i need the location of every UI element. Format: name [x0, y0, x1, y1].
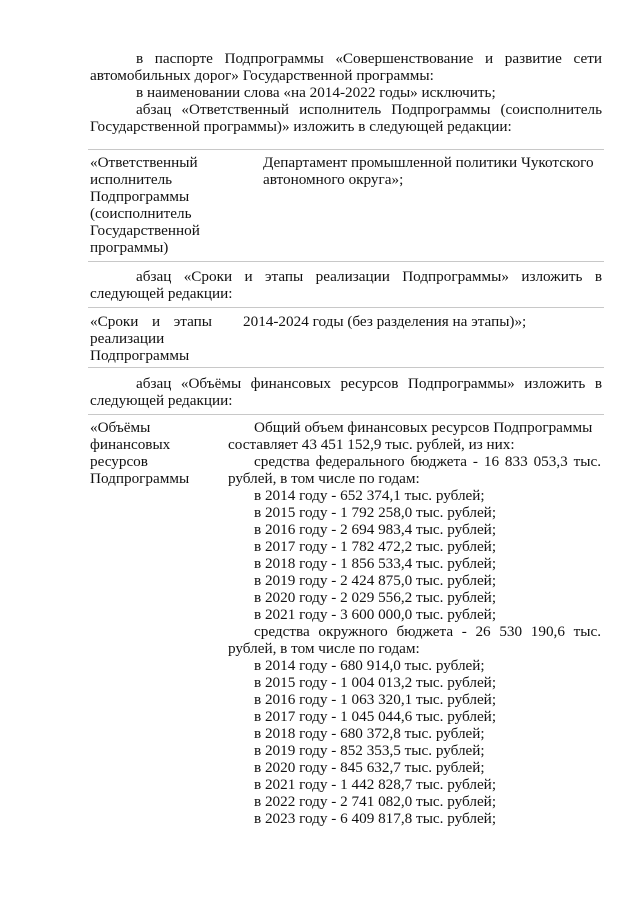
table-border [88, 307, 604, 308]
district-year: в 2016 году - 1 063 320,1 тыс. рублей; [254, 691, 497, 708]
federal-year: в 2018 году - 1 856 533,4 тыс. рублей; [254, 555, 497, 572]
terms-line-2: следующей редакции: [90, 285, 233, 302]
table-border [88, 367, 604, 368]
table-border [88, 414, 604, 415]
district-year: в 2022 году - 2 741 082,0 тыс. рублей; [254, 793, 497, 810]
intro-paragraph [90, 50, 602, 135]
district-year: в 2015 году - 1 004 013,2 тыс. рублей; [254, 674, 497, 691]
district-year: в 2020 году - 845 632,7 тыс. рублей; [254, 759, 485, 776]
district-year: в 2018 году - 680 372,8 тыс. рублей; [254, 725, 485, 742]
row-value: 2014-2024 годы (без разделения на этапы)»; [243, 313, 527, 330]
federal-line-1: средства федерального бюджета - 16 833 053,3 тыс. [254, 453, 601, 470]
federal-year: в 2019 году - 2 424 875,0 тыс. рублей; [254, 572, 497, 589]
federal-year: в 2021 году - 3 600 000,0 тыс. рублей; [254, 606, 497, 623]
intro-line-1: в паспорте Подпрограммы «Совершенствование и развитие сети [136, 50, 602, 67]
row-label: «Сроки и этапы реализации Подпрограммы [90, 313, 212, 364]
table-border [88, 149, 604, 150]
intro-line-3: в наименовании слова «на 2014-2022 годы» исключить; [136, 84, 496, 101]
federal-year: в 2017 году - 1 782 472,2 тыс. рублей; [254, 538, 497, 555]
district-line-1: средства окружного бюджета - 26 530 190,6 тыс. [254, 623, 601, 640]
row-value [228, 419, 601, 827]
funding-line-2: следующей редакции: [90, 392, 233, 409]
funding-row [90, 419, 602, 839]
total-line-1: Общий объем финансовых ресурсов Подпрограммы [254, 419, 593, 436]
federal-line-2: рублей, в том числе по годам: [228, 470, 420, 487]
federal-year: в 2020 году - 2 029 556,2 тыс. рублей; [254, 589, 497, 606]
terms-paragraph [90, 268, 602, 302]
terms-line-1: абзац «Сроки и этапы реализации Подпрограммы» изложить в [136, 268, 602, 285]
district-year: в 2019 году - 852 353,5 тыс. рублей; [254, 742, 485, 759]
intro-line-5: Государственной программы)» изложить в следующей редакции: [90, 118, 512, 135]
intro-line-4: абзац «Ответственный исполнитель Подпрограммы (соисполнитель [136, 101, 602, 118]
federal-year: в 2014 году - 652 374,1 тыс. рублей; [254, 487, 485, 504]
district-year: в 2021 году - 1 442 828,7 тыс. рублей; [254, 776, 497, 793]
district-line-2: рублей, в том числе по годам: [228, 640, 420, 657]
federal-year: в 2016 году - 2 694 983,4 тыс. рублей; [254, 521, 497, 538]
district-year: в 2017 году - 1 045 044,6 тыс. рублей; [254, 708, 497, 725]
district-year: в 2014 году - 680 914,0 тыс. рублей; [254, 657, 485, 674]
row-value: Департамент промышленной политики Чукотского автономного округа»; [263, 154, 594, 188]
row-label: «Ответственный исполнитель Подпрограммы (соисполнитель Государственной программы) [90, 154, 200, 256]
responsible-executor-row [90, 154, 602, 264]
funding-paragraph [90, 375, 602, 409]
table-border [88, 261, 604, 262]
terms-row [90, 313, 602, 365]
federal-year: в 2015 году - 1 792 258,0 тыс. рублей; [254, 504, 497, 521]
district-year: в 2023 году - 6 409 817,8 тыс. рублей; [254, 810, 497, 827]
total-line-2: составляет 43 451 152,9 тыс. рублей, из них: [228, 436, 515, 453]
row-label: «Объёмы финансовых ресурсов Подпрограммы [90, 419, 190, 487]
intro-line-2: автомобильных дорог» Государственной программы: [90, 67, 434, 84]
funding-line-1: абзац «Объёмы финансовых ресурсов Подпрограммы» изложить в [136, 375, 602, 392]
